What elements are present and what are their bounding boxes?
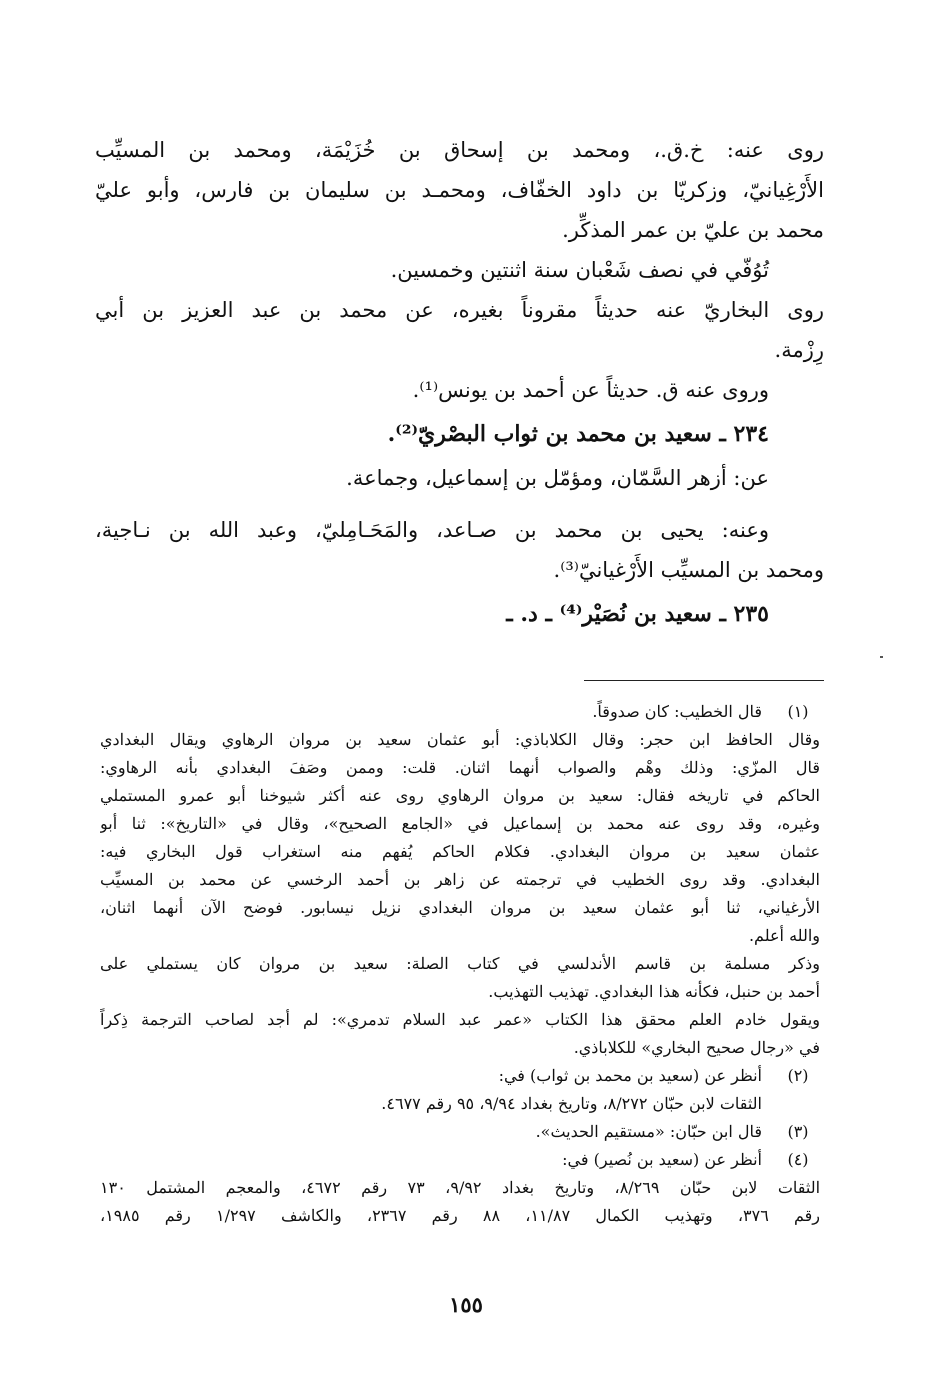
footnote-line: وذكر مسلمة بن قاسم الأندلسي في كتاب الصلة: سعيد بن مروان كان يستملي على bbox=[100, 954, 820, 973]
footnote-2 bbox=[100, 1062, 820, 1118]
entry-heading-235: ٢٣٥ ـ سعيد بن نُصَيْر⁽⁴⁾ ـ د. ـ bbox=[506, 601, 769, 627]
footnote-line: الثقات لابن حبّان ٨/٢٧٢، وتاريخ بغداد ٩/٩٤، ٩٥ رقم ٤٦٧٧. bbox=[381, 1094, 762, 1113]
footnote-number: (٣) bbox=[787, 1122, 809, 1141]
text-line: رِزْمة. bbox=[774, 338, 824, 362]
footnote-line: ويقول خادم العلم محقق هذا الكتاب «عمر عبد السلام تدمري»: لم أجد لصاحب الترجمة ذِكراً bbox=[100, 1010, 820, 1029]
footnote-line: الحاكم في تاريخه فقال: سعيد بن مروان الرهاوي روى عنه أكثر شيوخنا أبو عمرو المستملي bbox=[100, 786, 820, 805]
footnote-number: (١) bbox=[787, 702, 809, 721]
paragraph-gap bbox=[95, 498, 824, 510]
main-text bbox=[95, 130, 824, 638]
footnote-line: الأرغياني، ثنا أبو عثمان سعيد بن مروان البغدادي نزيل نيسابور. فوضح الآن أنهما اثنان، bbox=[100, 898, 820, 917]
footnote-line: قال الخطيب: كان صدوقاً. bbox=[592, 702, 762, 721]
footnote-3 bbox=[100, 1118, 820, 1146]
footnote-separator bbox=[584, 680, 824, 681]
footnote-number: (٢) bbox=[787, 1066, 809, 1085]
footnote-line: في «رجال صحيح البخاري» للكلاباذي. bbox=[573, 1038, 820, 1057]
text-line: الأَرْغِيانيّ، وزكريّا بن داود الخفّاف، ومحمـد بن سليمان بن فارس، وأبو عليّ bbox=[95, 178, 824, 202]
text-line: تُوُفّي في نصف شَعْبان سنة اثنتين وخمسين. bbox=[390, 258, 769, 282]
footnote-line: عثمان سعيد بن مروان البغدادي. فكلام الحاكم يُفهم منه استغراب قول البخاري فيه: bbox=[100, 842, 820, 861]
text-line: وعنه: يحيى بن محمد بن صـاعد، والمَحَـامِليّ، وعبد الله بن نـاجية، bbox=[95, 518, 769, 542]
text-line: وروى عنه ق. حديثاً عن أحمد بن يونس⁽¹⁾. bbox=[412, 378, 769, 402]
footnote-line: وقال الحافظ ابن حجر: وقال الكلاباذي: أبو عثمان سعيد بن مروان الرهاوي ويقال البغدادي bbox=[100, 730, 820, 749]
scan-speck bbox=[880, 656, 883, 658]
footnote-4 bbox=[100, 1146, 820, 1230]
footnote-line: أنظر عن (سعيد بن نُصير) في: bbox=[562, 1150, 762, 1169]
footnote-1 bbox=[100, 698, 820, 1062]
footnote-line: والله أعلم. bbox=[748, 926, 820, 945]
footnote-line: قال المزّي: وذلك وهْم والصواب أنهما اثنان. قلت: وممن وصَفَ البغدادي بأنه الرهاوي: bbox=[100, 758, 820, 777]
entry-heading-234: ٢٣٤ ـ سعيد بن محمد بن ثواب البصْريّ⁽²⁾. bbox=[387, 421, 769, 447]
footnote-line: أنظر عن (سعيد بن محمد بن ثواب) في: bbox=[498, 1066, 762, 1085]
footnote-number: (٤) bbox=[787, 1150, 809, 1169]
text-line: ومحمد بن المسيِّب الأَرْغيانيّ⁽³⁾. bbox=[553, 558, 824, 582]
footnote-line: وغيره، وقد روى عنه محمد بن إسماعيل في «الجامع الصحيح»، وقال في «التاريخ»: ثنا أبو bbox=[100, 814, 820, 833]
text-line: محمد بن عليّ بن عمر المذكِّر. bbox=[562, 218, 824, 242]
text-line: روى البخاريّ عنه حديثاً مقروناً بغيره، عن محمد بن عبد العزيز بن أبي bbox=[95, 298, 824, 322]
footnote-line: رقم ٣٧٦، وتهذيب الكمال ١١/٨٧، ٨٨ رقم ٢٣٦٧، والكاشف ١/٢٩٧ رقم ١٩٨٥، bbox=[100, 1206, 820, 1225]
text-line: عن: أزهر السَّمّان، ومؤمّل بن إسماعيل، وجماعة. bbox=[346, 466, 769, 490]
footnote-line: البغدادي. وقد روى الخطيب في ترجمته عن زاهر بن أحمد الرخسي عن محمد بن المسيِّب bbox=[100, 870, 820, 889]
page-number: ١٥٥ bbox=[449, 1292, 483, 1317]
footnote-line: قال ابن حبّان: «مستقيم الحديث». bbox=[535, 1122, 762, 1141]
footnote-line: أحمد بن حنبل، فكأنه هذا البغدادي. تهذيب التهذيب. bbox=[488, 982, 820, 1001]
footnote-line: الثقات لابن حبّان ٨/٢٦٩، وتاريخ بغداد ٩/٩٢، ٧٣ رقم ٤٦٧٢، والمعجم المشتمل ١٣٠ bbox=[100, 1178, 820, 1197]
footnotes bbox=[100, 698, 820, 1230]
text-line: روى عنه: خ.ق.، ومحمد بن إسحاق بن خُزَيْمَة، ومحمد بن المسيِّب bbox=[95, 138, 824, 162]
